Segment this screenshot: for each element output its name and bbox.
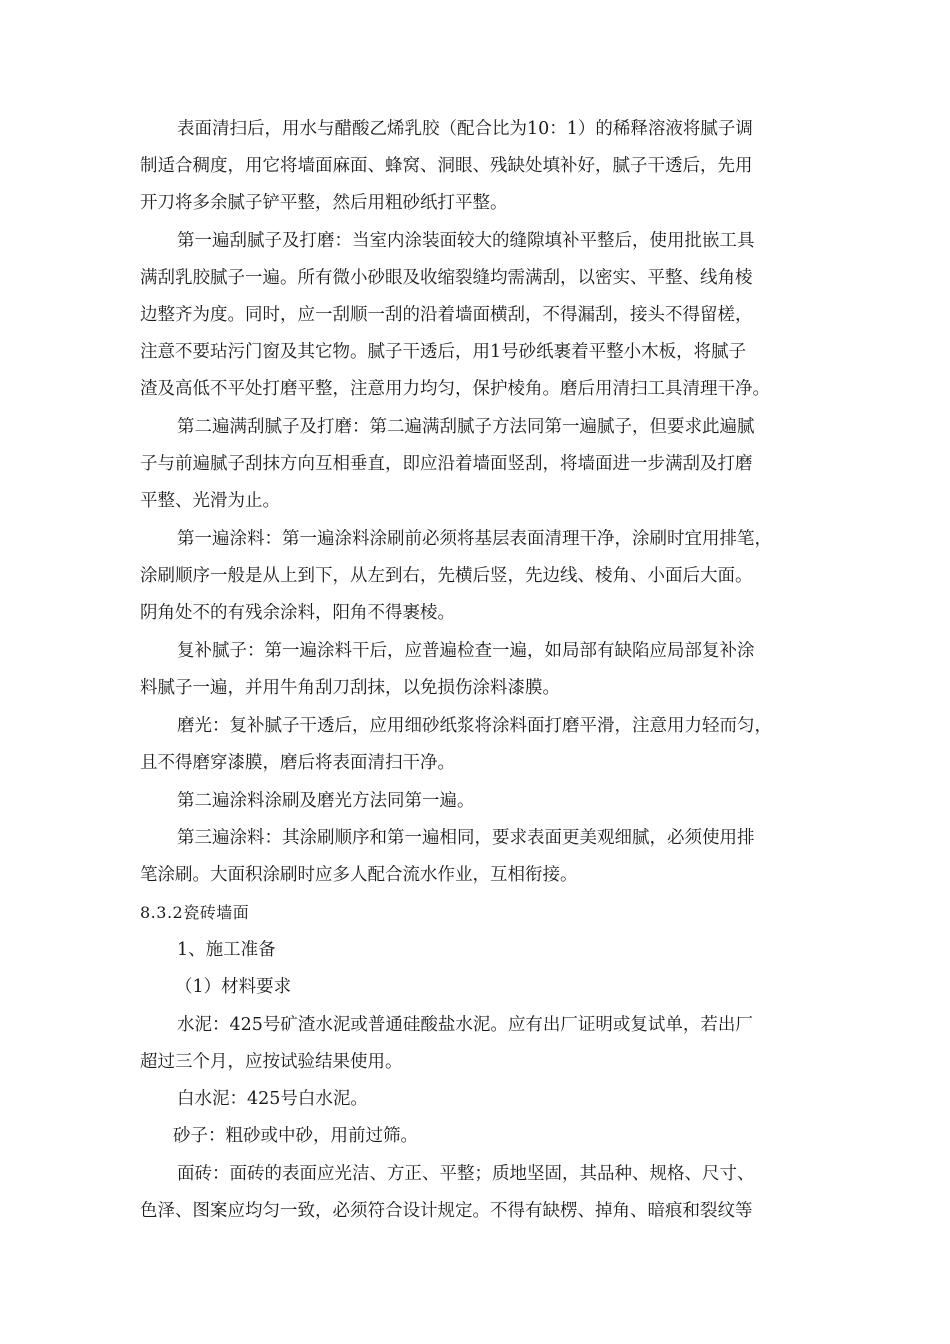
paragraph-7-line-1: 第二遍涂料涂刷及磨光方法同第一遍。	[177, 791, 475, 811]
tile-line-2: 色泽、图案应均匀一致，必须符合设计规定。不得有缺楞、掉角、暗痕和裂纹等	[140, 1201, 753, 1221]
paragraph-5-line-1: 复补腻子：第一遍涂料干后，应普遍检查一遍，如局部有缺陷应局部复补涂	[177, 641, 755, 661]
section-heading: 8.3.2瓷砖墙面	[140, 903, 250, 922]
paragraph-4-line-2: 涂刷顺序一般是从上到下，从左到右，先横后竖，先边线、棱角、小面后大面。	[140, 566, 753, 586]
paragraph-2-line-3: 边整齐为度。同时，应一刮顺一刮的沿着墙面横刮，不得漏刮，接头不得留槎，	[140, 305, 753, 325]
cement-line-1: 水泥：425号矿渣水泥或普通硅酸盐水泥。应有出厂证明或复试单，若出厂	[177, 1015, 753, 1035]
paragraph-8-line-1: 第三遍涂料：其涂刷顺序和第一遍相同，要求表面更美观细腻，必须使用排	[177, 828, 755, 848]
tile-line-1: 面砖：面砖的表面应光洁、方正、平整；质地坚固，其品种、规格、尺寸、	[177, 1164, 755, 1184]
paragraph-6-line-2: 且不得磨穿漆膜，磨后将表面清扫干净。	[140, 753, 455, 773]
white-cement-line: 白水泥：425号白水泥。	[177, 1089, 368, 1109]
paragraph-3-line-3: 平整、光滑为止。	[140, 491, 280, 511]
paragraph-4-line-3: 阴角处不的有残余涂料，阳角不得裹棱。	[140, 603, 455, 623]
subheading-material-requirements: （1）材料要求	[175, 977, 292, 997]
paragraph-4-line-1: 第一遍涂料：第一遍涂料涂刷前必须将基层表面清理干净，涂刷时宜用排笔，	[177, 529, 772, 549]
paragraph-2-line-1: 第一遍刮腻子及打磨：当室内涂装面较大的缝隙填补平整后，使用批嵌工具	[177, 231, 755, 251]
paragraph-2-line-5: 渣及高低不平处打磨平整，注意用力均匀，保护棱角。磨后用清扫工具清理干净。	[140, 379, 770, 399]
sand-line: 砂子：粗砂或中砂，用前过筛。	[173, 1126, 418, 1146]
paragraph-6-line-1: 磨光：复补腻子干透后，应用细砂纸浆将涂料面打磨平滑，注意用力轻而匀，	[177, 716, 772, 736]
paragraph-5-line-2: 料腻子一遍，并用牛角刮刀刮抹，以免损伤涂料漆膜。	[140, 678, 560, 698]
cement-line-2: 超过三个月，应按试验结果使用。	[140, 1052, 403, 1072]
paragraph-3-line-1: 第二遍满刮腻子及打磨：第二遍满刮腻子方法同第一遍腻子，但要求此遍腻	[177, 417, 755, 437]
paragraph-3-line-2: 子与前遍腻子刮抹方向互相垂直，即应沿着墙面竖刮，将墙面进一步满刮及打磨	[140, 454, 753, 474]
paragraph-1-line-1: 表面清扫后，用水与醋酸乙烯乳胶（配合比为10：1）的稀释溶液将腻子调	[177, 119, 753, 139]
paragraph-2-line-2: 满刮乳胶腻子一遍。所有微小砂眼及收缩裂缝均需满刮，以密实、平整、线角棱	[140, 268, 753, 288]
paragraph-8-line-2: 笔涂刷。大面积涂刷时应多人配合流水作业，互相衔接。	[140, 865, 578, 885]
subheading-construction-preparation: 1、施工准备	[177, 940, 276, 960]
paragraph-1-line-3: 开刀将多余腻子铲平整，然后用粗砂纸打平整。	[140, 193, 508, 213]
paragraph-2-line-4: 注意不要玷污门窗及其它物。腻子干透后，用1号砂纸裹着平整小木板，将腻子	[140, 342, 747, 362]
paragraph-1-line-2: 制适合稠度，用它将墙面麻面、蜂窝、洞眼、残缺处填补好，腻子干透后，先用	[140, 156, 753, 176]
